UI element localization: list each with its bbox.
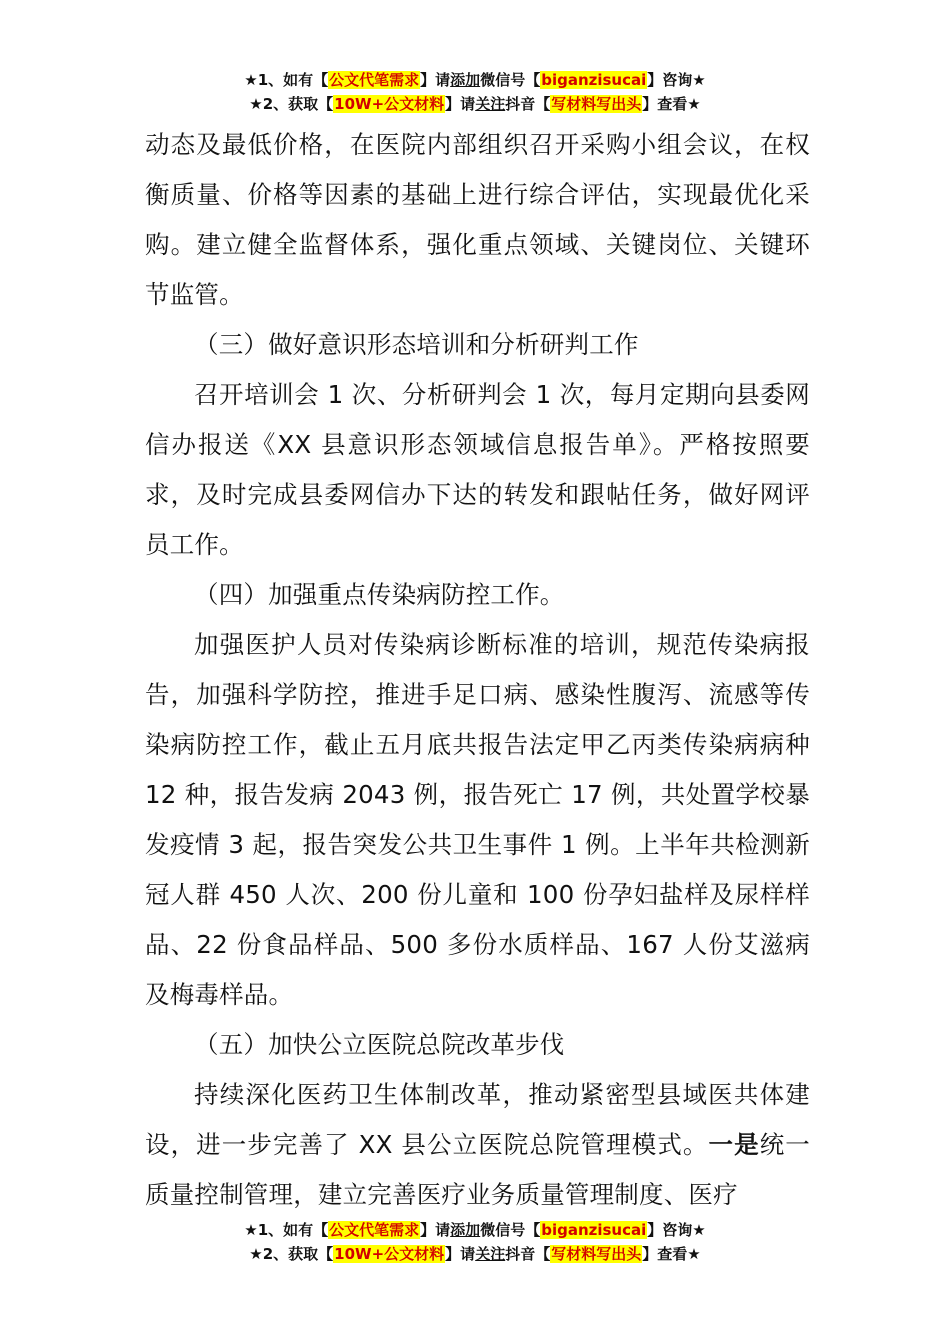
banner-line-1 — [0, 1218, 950, 1242]
star-icon: ★ — [249, 95, 263, 113]
banner-text: 】请 — [420, 71, 451, 89]
banner-text: 添加 — [450, 1221, 481, 1239]
banner-text: 】请 — [420, 1221, 451, 1239]
paragraph — [145, 1070, 810, 1220]
highlight-text: biganzisucai — [541, 1221, 647, 1239]
banner-text: 】查看 — [642, 1245, 688, 1263]
star-icon: ★ — [692, 71, 706, 89]
paragraph: 动态及最低价格，在医院内部组织召开采购小组会议，在权衡质量、价格等因素的基础上进行综合评估，实现最优化采购。建立健全监督体系，强化重点领域、关键岗位、关键环节监管。 — [145, 130, 810, 309]
paragraph: 召开培训会 1 次、分析研判会 1 次，每月定期向县委网信办报送《XX 县意识形态领域信息报告单》。严格按照要求，及时完成县委网信办下达的转发和跟帖任务，做好网评员工作。 — [145, 380, 810, 559]
highlight-text: 写材料写出头 — [551, 95, 642, 113]
header-banner — [0, 68, 950, 116]
paragraph-text: 统一质量控制管理，建立完善医疗业务质量管理制度、医疗 — [145, 1130, 810, 1209]
banner-text: 抖音【 — [505, 95, 551, 113]
banner-text: 微信号【 — [480, 1221, 541, 1239]
banner-text: 添加 — [450, 71, 481, 89]
highlight-text: 10W+公文材料 — [334, 95, 445, 113]
banner-text: 】请 — [445, 1245, 476, 1263]
section-heading: （五）加快公立医院总院改革步伐 — [194, 1030, 565, 1059]
highlight-text: 写材料写出头 — [551, 1245, 642, 1263]
banner-text: 2、获取【 — [262, 95, 334, 113]
star-icon: ★ — [692, 1221, 706, 1239]
banner-text: 】咨询 — [647, 1221, 693, 1239]
document-body — [145, 120, 810, 1220]
banner-line-1 — [0, 68, 950, 92]
highlight-text: 公文代笔需求 — [329, 71, 420, 89]
highlight-text: 公文代笔需求 — [329, 1221, 420, 1239]
banner-text: 】查看 — [642, 95, 688, 113]
banner-line-2 — [0, 92, 950, 116]
footer-banner — [0, 1218, 950, 1266]
section-heading: （三）做好意识形态培训和分析研判工作 — [194, 330, 639, 359]
banner-text: 】请 — [445, 95, 476, 113]
highlight-text: 10W+公文材料 — [334, 1245, 445, 1263]
highlight-text: biganzisucai — [541, 71, 647, 89]
section-heading: （四）加强重点传染病防控工作。 — [194, 580, 565, 609]
paragraph-text: 持续深化医药卫生体制改革，推动紧密型县域医共体建设，进一步完善了 XX 县公立医院总院管理模式。 — [145, 1080, 810, 1159]
banner-text: 2、获取【 — [262, 1245, 334, 1263]
banner-line-2 — [0, 1242, 950, 1266]
bold-text: 一是 — [708, 1130, 760, 1159]
banner-text: 抖音【 — [505, 1245, 551, 1263]
star-icon: ★ — [687, 1245, 701, 1263]
banner-text: 】咨询 — [647, 71, 693, 89]
star-icon: ★ — [244, 71, 258, 89]
star-icon: ★ — [687, 95, 701, 113]
banner-text: 关注 — [475, 95, 506, 113]
banner-text: 1、如有【 — [257, 1221, 329, 1239]
star-icon: ★ — [244, 1221, 258, 1239]
banner-text: 关注 — [475, 1245, 506, 1263]
paragraph: 加强医护人员对传染病诊断标准的培训，规范传染病报告，加强科学防控，推进手足口病、感染性腹泻、流感等传染病防控工作，截止五月底共报告法定甲乙丙类传染病病种 12 种，报告发病 2043 例，报告死亡 17 例，共处置学校暴发疫情 3 起，报告突发公共卫生事件 1 例。上半年共检测新冠人群 450 人次、200 份儿童和 100 份孕妇盐样及尿样样品、22 份食品样品、500 多份水质样品、167 人份艾滋病及梅毒样品。 — [145, 630, 810, 1009]
star-icon: ★ — [249, 1245, 263, 1263]
banner-text: 微信号【 — [480, 71, 541, 89]
banner-text: 1、如有【 — [257, 71, 329, 89]
